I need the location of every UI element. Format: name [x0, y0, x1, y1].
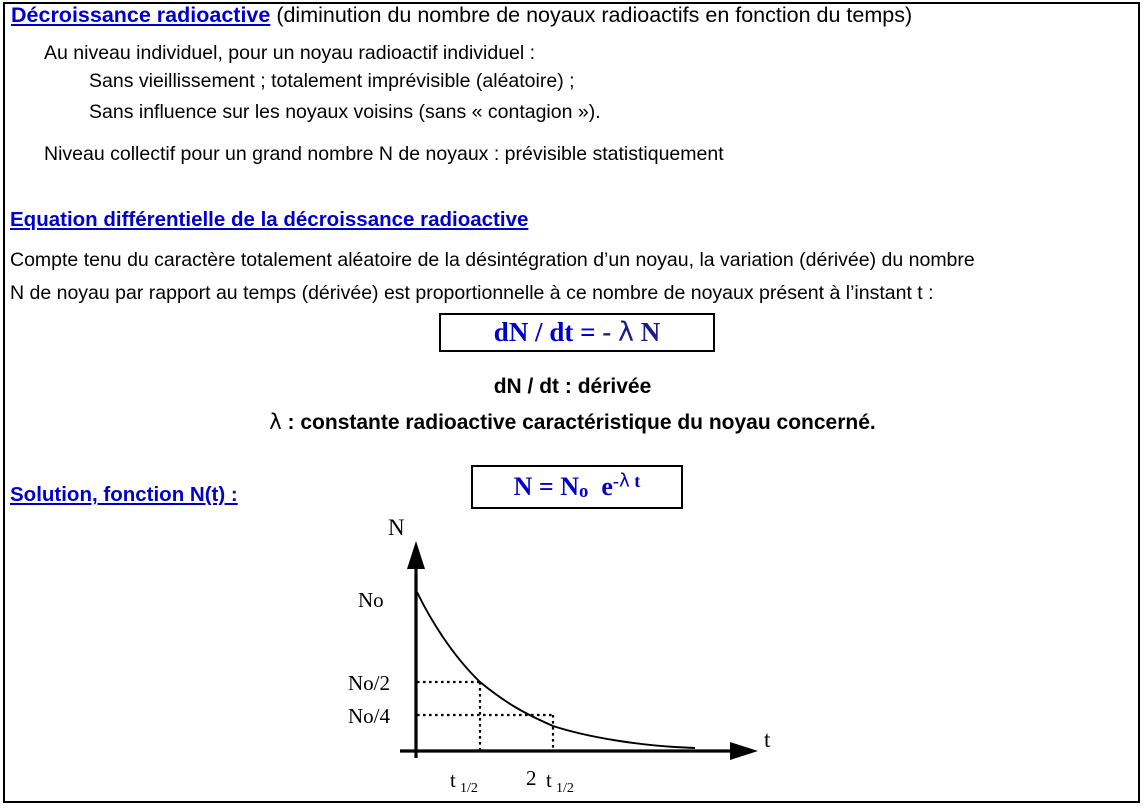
guide-lines-half-life: [417, 682, 480, 751]
y-tick-label-no-2: No/2: [348, 671, 390, 695]
bullet-no-influence: Sans influence sur les noyaux voisins (sans « contagion »).: [89, 101, 601, 123]
formula-minus: -: [602, 317, 618, 347]
page-title: Décroissance radioactive: [11, 3, 271, 27]
x-axis-label: t: [764, 727, 771, 752]
y-tick-label-no-4: No/4: [348, 704, 390, 728]
formula-solution-subscript: o: [579, 481, 589, 502]
svg-text:t: t: [450, 768, 456, 792]
text-collective-level: Niveau collectif pour un grand nombre N de noyaux : prévisible statistiquement: [44, 143, 724, 165]
exponent-lambda-symbol: λ: [618, 471, 630, 492]
decay-title-row: [11, 3, 912, 28]
formula-box-solution: [471, 465, 683, 509]
guide-lines-double-half-life: [417, 715, 553, 751]
svg-text:1/2: 1/2: [460, 781, 478, 796]
paragraph-line-1: Compte tenu du caractère totalement aléatoire de la désintégration d’un noyau, la variation (dérivée) du nombre: [10, 249, 975, 271]
x-tick-label-half-life: [450, 768, 478, 796]
formula-solution-lhs: N = N: [513, 472, 580, 501]
y-axis: [407, 541, 425, 758]
paragraph-line-2: N de noyau par rapport au temps (dérivée) est proportionnelle à ce nombre de noyaux présent à l’instant t :: [10, 282, 934, 304]
x-tick-label-double-half-life: [526, 766, 574, 796]
bullet-no-aging: Sans vieillissement ; totalement imprévisible (aléatoire) ;: [89, 70, 575, 92]
section-heading-solution: Solution, fonction N(t) :: [10, 483, 238, 506]
svg-text:1/2: 1/2: [556, 781, 574, 796]
lambda-symbol-explanation: λ: [269, 410, 282, 434]
explanation-lambda-text: : constante radioactive caractéristique du noyau concerné.: [281, 411, 876, 434]
formula-box-differential-equation: [439, 313, 715, 352]
decay-curve-chart: [330, 515, 800, 805]
page-title-suffix: (diminution du nombre de noyaux radioactifs en fonction du temps): [270, 3, 913, 27]
explanation-derivative: dN / dt : dérivée: [493, 375, 652, 398]
exponent-minus: -: [612, 471, 619, 491]
formula-differential-equation: [494, 317, 660, 348]
section-heading-differential-equation: Equation différentielle de la décroissance radioactive: [10, 208, 529, 231]
y-axis-label: N: [388, 515, 405, 540]
formula-solution-e: e: [601, 472, 613, 501]
x-axis: [400, 742, 758, 760]
formula-solution-exponent: [613, 471, 640, 491]
lambda-symbol: λ: [617, 317, 634, 348]
formula-lhs: dN / dt =: [493, 317, 603, 347]
svg-text:t: t: [546, 768, 552, 792]
formula-solution: [514, 472, 641, 502]
decay-curve: [417, 592, 695, 748]
formula-rhs: N: [633, 317, 661, 347]
exponent-t: t: [629, 471, 641, 491]
y-tick-label-no: No: [358, 588, 384, 612]
text-individual-level: Au niveau individuel, pour un noyau radioactif individuel :: [44, 42, 536, 64]
svg-text:2: 2: [526, 766, 537, 790]
explanation-lambda: [0, 410, 1145, 435]
